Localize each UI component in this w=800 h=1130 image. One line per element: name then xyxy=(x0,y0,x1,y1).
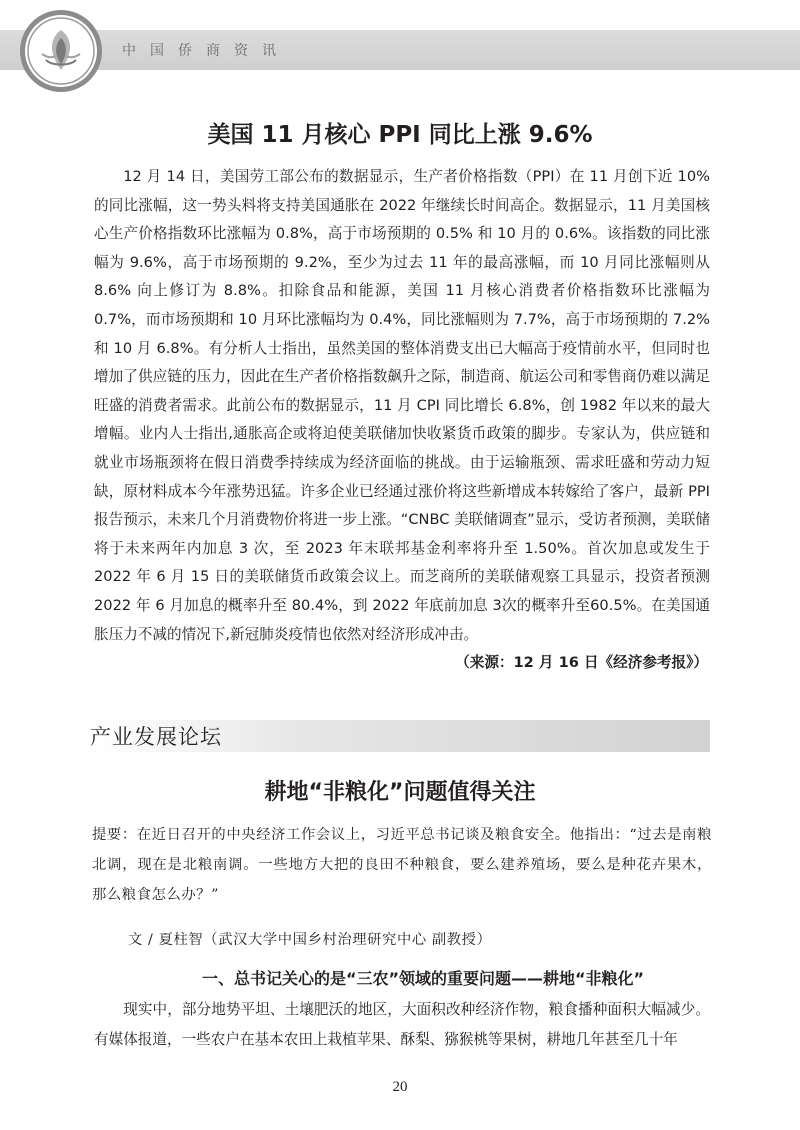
section-title: 产业发展论坛 xyxy=(90,725,222,749)
article-author: 文 / 夏柱智（武汉大学中国乡村治理研究中心 副教授） xyxy=(128,932,492,948)
article-abstract: 提要：在近日召开的中央经济工作会议上，习近平总书记谈及粮食安全。他指出：“过去是南粮北调，现在是北粮南调。一些地方大把的良田不种粮食，要么建养殖场，要么是种花卉果木，那么粮食怎么办？” xyxy=(92,827,712,903)
article-subheading: 一、总书记关心的是“三农”领域的重要问题——耕地“非粮化” xyxy=(202,969,645,988)
article-title-2: 耕地“非粮化”问题值得关注 xyxy=(264,780,536,805)
page-number: 20 xyxy=(392,1079,408,1095)
header-section-name: 中国侨商资讯 xyxy=(122,43,290,59)
article-body xyxy=(94,163,710,649)
header-band xyxy=(0,30,800,70)
article-paragraph: 现实中，部分地势平坦、土壤肥沃的地区，大面积改种经济作物，粮食播种面积大幅减少。有媒体报道，一些农户在基本农田上栽植苹果、酥梨、猕猴桃等果树，耕地几年甚至几十年 xyxy=(94,1001,710,1048)
article-title: 美国 11 月核心 PPI 同比上涨 9.6% xyxy=(207,122,593,148)
article-paragraph: 12 月 14 日，美国劳工部公布的数据显示，生产者价格指数（PPI）在 11 月创下近 10% 的同比涨幅，这一势头料将支持美国通胀在 2022 年继续长时间高企。数据显示，11 月美国核心生产价格指数环比涨幅为 0.8%，高于市场预期的 0.5% 和 10 月的 0.6%。该指数的同比涨幅为 9.6%，高于市场预期的 9.2%，至少为过去 11 年的最高涨幅，而 10 月同比涨幅则从 8.6% 向上修订为 8.8%。扣除食品和能源，美国 11 月核心消费者价格指数环比涨幅为 0.7%，而市场预期和 10 月环比涨幅均为 0.4%，同比涨幅则为 7.7%，高于市场预期的 7.2% 和 10 月 6.8%。有分析人士指出，虽然美国的整体消费支出已大幅高于疫情前水平，但同时也增加了供应链的压力，因此在生产者价格指数飙升之际，制造商、航运公司和零售商仍难以满足旺盛的消费者需求。此前公布的数据显示，11 月 CPI 同比增长 6.8%，创 1982 年以来的最大增幅。业内人士指出,通胀高企或将迫使美联储加快收紧货币政策的脚步。专家认为，供应链和就业市场瓶颈将在假日消费季持续成为经济面临的挑战。由于运输瓶颈、需求旺盛和劳动力短缺，原材料成本今年涨势迅猛。许多企业已经通过涨价将这些新增成本转嫁给了客户，最新 PPI 报告预示，未来几个月消费物价将进一步上涨。“CNBC 美联储调查”显示，受访者预测，美联储将于未来两年内加息 3 次，至 2023 年末联邦基金利率将升至 1.50%。首次加息或发生于 2022 年 6 月 15 日的美联储货币政策会议上。而芝商所的美联储观察工具显示，投资者预测 2022 年 6 月加息的概率升至 80.4%，到 2022 年底前加息 3次的概率升至60.5%。在美国通胀压力不减的情况下,新冠肺炎疫情也依然对经济形成冲击。 xyxy=(94,168,710,643)
organization-logo xyxy=(18,8,104,94)
article-body-2 xyxy=(94,995,710,1055)
article-source: （来源：12 月 16 日《经济参考报》） xyxy=(455,654,708,671)
